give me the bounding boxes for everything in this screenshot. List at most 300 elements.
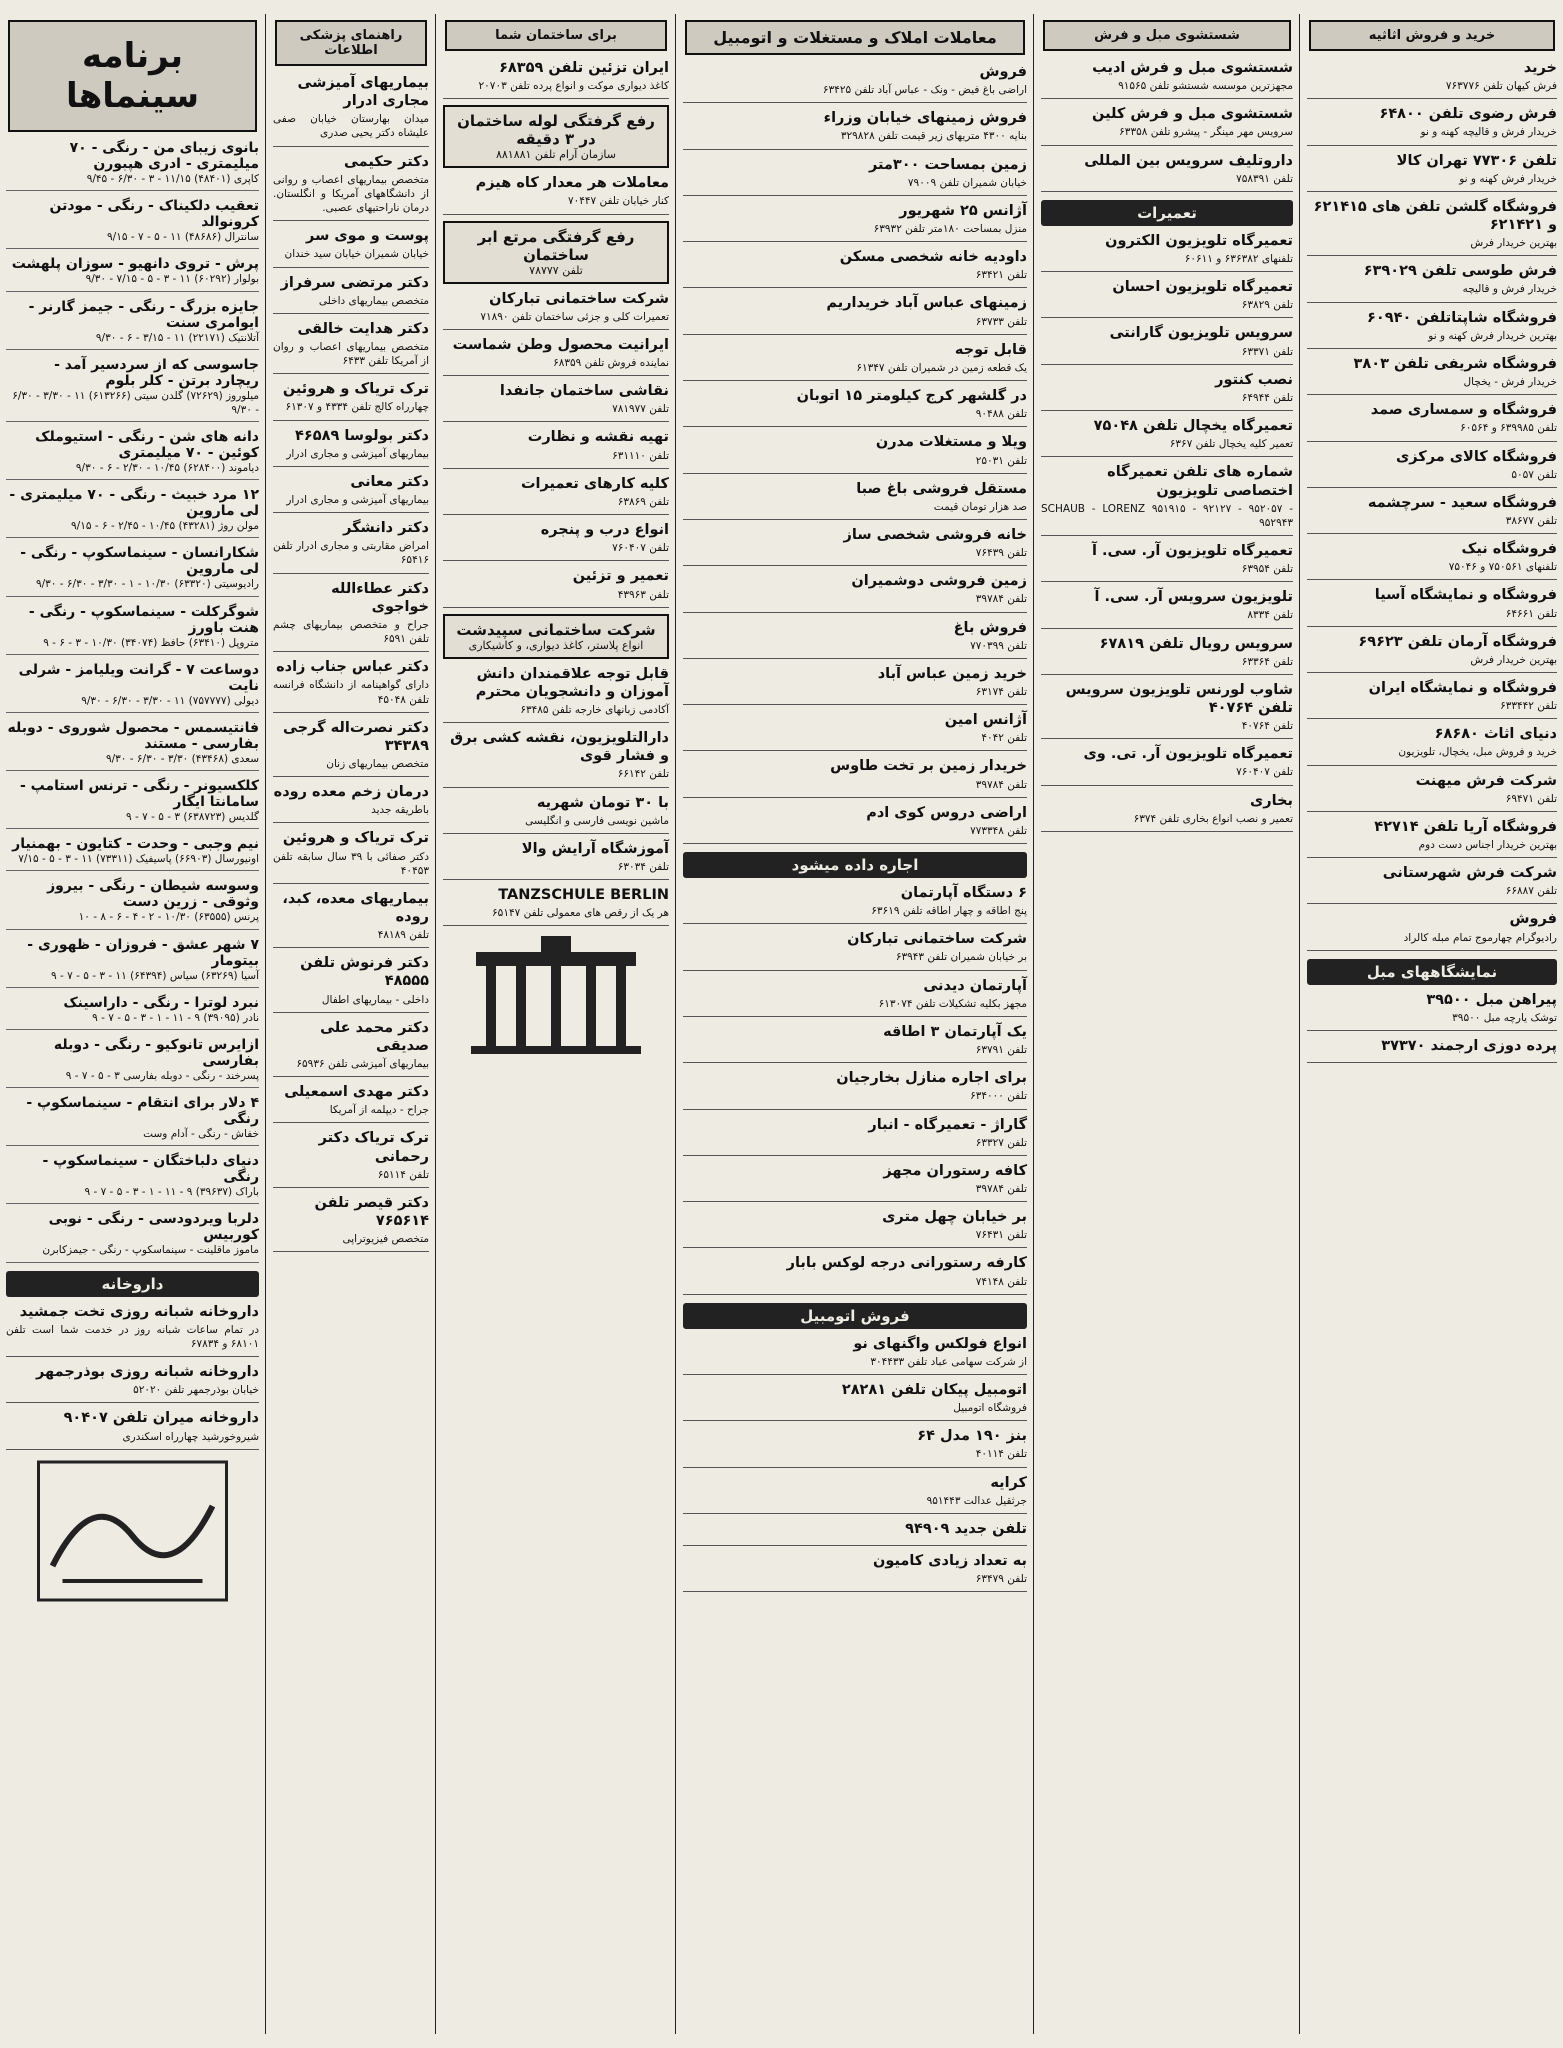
classified-ad [1041,324,1293,364]
ad-title: کافه رستوران مجهز [883,1162,1027,1179]
ad-text: بیماریهای آمیزشی و مجاری ادرار [286,494,429,507]
ad-title: تعمیرگاه تلویزیون احسان [1112,279,1293,296]
ad-title: دکتر قیصر تلفن ۷۶۵۶۱۴ [314,1194,429,1230]
ad-text: سعدی (۴۳۴۶۸) ۳/۳۰ - ۶/۳۰ - ۹/۳۰ [105,752,259,765]
ad-text: تلفن ۴۰۷۶۴ [1241,720,1293,733]
ad-text: خیابان شمیران تلفن ۷۹۰۰۹ [907,176,1027,189]
classified-ad [1041,792,1293,832]
ad-text: تلفن ۶۳۹۹۸۵ و ۶۰۵۶۴ [1460,422,1557,435]
ad-title: دکتر حکیمی [343,153,429,170]
classified-ad [1307,586,1557,626]
ad-text: متخصص بیماریهای اعصاب و روان از آمریکا تلفن ۶۴۳۳ [273,340,429,368]
ad-text: فروشگاه اتومبیل [953,1402,1027,1415]
ad-text: خرید و فروش مبل، یخچال، تلویزیون [1398,746,1557,759]
ad-title: بخاری [1250,792,1293,809]
ad-title: خرید زمین عباس آباد [877,665,1027,682]
ad-title: دکتر عطاءالله خواجوی [331,580,429,615]
cinema-listing [6,256,259,291]
ad-title: با ۳۰ تومان شهریه [536,794,669,811]
ad-title: پوست و موی سر [306,228,429,245]
classified-ad [273,658,429,712]
ad-text: گلدیس (۶۳۸۷۲۳) ۳ - ۵ - ۷ - ۹ [126,811,259,824]
ad-title: تلفن جدید ۹۴۹۰۹ [905,1520,1027,1537]
classified-ad [443,614,669,659]
classified-ad [1307,910,1557,950]
classified-ad [683,930,1027,970]
ad-text: تلفن ۶۴۶۶۱ [1505,607,1557,620]
ad-title: خانه فروشی شخصی ساز [843,526,1027,543]
classified-ad [1307,991,1557,1031]
classified-ad [683,480,1027,520]
classified-ad [1307,633,1557,673]
ad-text: آکادمی زبانهای خارجه تلفن ۶۳۴۸۵ [520,703,669,716]
classified-ad [443,886,669,926]
ad-text: متخصص بیماریهای اعصاب و روانی از دانشگاههای آمریکا و انگلستان. درمان ناراحتیهای عصبی. [273,173,429,215]
ad-text: تلفنهای ۷۵۰۵۶۱ و ۷۵۰۴۶ [1448,561,1557,574]
ad-title: دکتر دانشگر [343,520,429,537]
classified-ad [1307,494,1557,534]
ad-title: سرویس تلویزیون گارانتی [1109,325,1293,342]
classified-ad [683,1208,1027,1248]
ad-title: تهیه نقشه و نظارت [527,429,669,446]
ad-title: جاسوسی که از سردسیر آمد - ریچارد برتن - کلر بلوم [54,356,259,389]
classified-ad [273,380,429,420]
ad-text: باطریقه جدید [371,804,429,817]
ad-title: گاراژ - تعمیرگاه - انبار [868,1116,1027,1133]
ad-text: بهترین خریدار اجناس دست دوم [1418,839,1557,851]
ad-text: خفاش - رنگی - آدام وست [143,1128,259,1141]
ad-text: تلفن ۷۷۳۳۴۸ [970,824,1027,837]
ad-title: کرایه [990,1474,1027,1491]
ad-text: تلفن ۴۳۹۶۳ [617,588,669,601]
classified-ad [683,665,1027,705]
classified-ad [1041,681,1293,739]
ad-text: SCHAUB - LORENZ ۹۵۱۹۱۵ - ۹۲۱۲۷ - ۹۵۲۰۵۷ - ۹۵۲۹۴۳ [1041,502,1293,529]
classified-ad [1041,745,1293,785]
classified-ad [1041,588,1293,628]
ad-text: تلفن ۶۹۴۷۱ [1505,792,1557,805]
classified-ad [1307,818,1557,858]
ad-list [683,63,1027,844]
ad-text: بنایه ۴۳۰۰ متریهای زیر قیمت تلفن ۳۲۹۸۲۸ [840,130,1027,143]
ad-text: دیاموند (۶۲۸۴۰۰) ۱۰/۴۵ - ۲/۳۰ - ۶ - ۹/۳۰ [75,462,259,475]
ad-title: دکتر مهدی اسمعیلی [284,1084,429,1101]
ad-title: ایران تزئین تلفن ۶۸۳۵۹ [499,60,669,76]
classified-ad [443,521,669,561]
classified-ad [683,63,1027,103]
classified-ad [1041,105,1293,145]
cinema-banner: برنامه سینماها [8,20,257,132]
column-building [437,14,675,2034]
ad-title: داروخانه شبانه روزی بوذرجمهر [36,1364,259,1381]
classified-ad [1307,198,1557,256]
classified-ad [1041,371,1293,411]
column-divider [1299,14,1300,2034]
column-divider [1033,14,1034,2034]
section-header: تعمیرات [1041,200,1293,226]
section-banner: شستشوی مبل و فرش [1043,20,1291,51]
classified-ad [1041,152,1293,192]
classified-ad [1041,542,1293,582]
ad-title: قابل توجه علاقمندان دانش آموزان و دانشجویان محترم [475,665,669,700]
classified-ad [683,619,1027,659]
ad-list [273,74,429,1252]
ad-text: تلفن ۶۳۱۷۴ [975,685,1027,698]
ad-title: فروشگاه و نمایشگاه آسیا [1374,587,1557,604]
ad-title: کارفه رستورانی درجه لوکس بابار [786,1255,1027,1272]
ad-text: خریدار فرش و قالیچه [1462,283,1557,296]
classified-ad [443,475,669,515]
ad-title: ترک تریاک دکتر رحمانی [318,1130,429,1165]
ad-title: فروشگاه و نمایشگاه ایران [1368,679,1557,696]
classified-ad [443,794,669,834]
ad-title: بیماریهای آمیزشی مجاری ادرار [297,75,429,110]
ad-text: بر خیابان شمیران تلفن ۶۳۹۴۳ [895,951,1027,964]
ad-text: پنج اطاقه و چهار اطاقه تلفن ۶۳۶۱۹ [871,905,1027,918]
classified-ad [1307,1037,1557,1063]
ad-text: تلفن ۶۵۱۱۴ [377,1168,429,1181]
ad-text: تلفن ۷۶۴۳۱ [975,1229,1027,1242]
classified-ad [1041,278,1293,318]
ad-title: ترک تریاک و هروئین [282,381,429,398]
section-header: فروش اتومبیل [683,1303,1027,1329]
ad-text: بیماریهای آمیزشی و مجاری ادرار [286,447,429,460]
ad-text: اونیورسال (۶۶۹۰۳) پاسیفیک (۷۳۳۱۱) ۱۱ - ۳ - ۵ - ۷/۱۵ [18,853,259,866]
ad-title: شرکت ساختمانی تبارکان [847,931,1027,948]
ad-text: تلفن ۶۳۹۵۴ [1241,563,1293,576]
ad-text: میدان بهارستان خیابان صفی علیشاه دکتر یحیی صدری [273,113,429,140]
pharmacy-list [6,1303,259,1450]
classified-ad [683,1023,1027,1063]
classified-ad [1041,59,1293,99]
ad-title: برای اجاره منازل بخارجیان [836,1070,1027,1087]
ad-text: میلوروز (۷۲۶۲۹) گلدن سیتی (۶۱۳۲۶۶) ۱۱ - ۳/۳۰ - ۶/۳۰ - ۹/۳۰ [12,389,259,416]
classified-ad [683,387,1027,427]
ad-title: ایرانیت محصول وطن شماست [452,336,669,353]
ad-title: فروش [979,64,1027,80]
ad-list [1307,59,1557,951]
ad-text: دارای گواهینامه از دانشگاه فرانسه تلفن ۴۵۰۴۸ [273,679,429,706]
ad-title: آپارتمان دیدنی [923,977,1027,994]
ad-title: پرده دوزی ارجمند ۳۷۳۷۰ [1381,1038,1557,1055]
ad-title: پیراهن مبل ۳۹۵۰۰ [1426,991,1557,1008]
ad-text: تلفن ۶۳۴۰۰۰ [970,1090,1027,1103]
ad-title: یک آپارتمان ۳ اطاقه [883,1023,1027,1040]
ad-title: نقاشی ساختمان جانفدا [499,383,669,400]
ad-list [1041,59,1293,192]
ad-text: رادیوگرام چهارموج تمام مبله کالراد [1403,931,1557,944]
cinema-listing [6,429,259,480]
ad-text: از شرکت سهامی عباد تلفن ۳۰۴۴۳۳ [870,1355,1027,1368]
cinema-listing [6,198,259,249]
ad-text: تلفن ۳۹۷۸۴ [975,778,1027,791]
brandenburg-gate-illustration [443,932,669,1062]
ad-title: دکتر بولوسا ۴۶۵۸۹ [295,427,429,444]
classified-ad [443,567,669,607]
ad-title: تعقیب دلکیناک - رنگی - مودتن کرونوالد [49,198,259,231]
ad-title: خرید [1523,60,1557,76]
ad-title: تلفن ۷۷۳۰۶ تهران کالا [1396,152,1557,169]
column-buy-sell [1301,14,1563,2034]
ad-title: فروش زمینهای خیابان وزراء [823,110,1027,127]
classified-ad [443,428,669,468]
ad-text: بولوار (۶۰۲۹۲) ۱۱ - ۳ - ۵ - ۷/۱۵ - ۹/۳۰ [85,273,259,286]
ad-text: متخصص فیزیوتراپی [342,1233,429,1246]
cinema-listing [6,995,259,1030]
ad-text: تلفن ۳۹۷۸۴ [975,1182,1027,1195]
ad-title: شرکت ساختمانی تبارکان [489,290,669,307]
ad-title: تعمیرگاه تلویزیون آر. سی. آ [1092,542,1293,559]
classified-ad [1041,417,1293,457]
classified-ad [1041,635,1293,675]
classified-ad [273,1129,429,1187]
section-banner: راهنمای پزشکی اطلاعات [275,20,427,66]
classified-ad [683,1427,1027,1467]
classified-ad [443,105,669,168]
ad-text: تلفن ۶۳۳۴۴۲ [1500,700,1557,713]
ad-text: تلفن ۲۵۰۳۱ [975,454,1027,467]
ad-text: بیماریهای آمیزشی تلفن ۶۵۹۳۶ [296,1058,429,1070]
classified-ad [273,74,429,147]
ad-text: تعمیر کلیه یخچال تلفن ۶۳۶۷ [1169,438,1293,451]
classified-ad [273,519,429,573]
ad-title: شوگرکلت - سینماسکوپ - رنگی - هنت باورز [28,603,259,636]
classified-ad [683,526,1027,566]
ad-title: اتومبیل پیکان تلفن ۲۸۲۸۱ [841,1382,1027,1399]
ad-title: ویلا و مستغلات مدرن [875,434,1027,451]
classified-ad [273,890,429,948]
ad-list [683,884,1027,1295]
ad-title: رفع گرفتگی لوله ساختمان در ۳ دقیقه [457,112,655,149]
ad-text: تلفن ۶۳۴۲۱ [975,269,1027,282]
classified-ad [1307,679,1557,719]
cinema-listing [6,545,259,596]
ad-text: تلفن ۷۶۴۳۹ [975,547,1027,560]
ad-text: تلفن ۶۳۸۲۹ [1241,299,1293,312]
classified-ad [683,804,1027,844]
classified-ad [443,840,669,880]
cinema-listing [6,299,259,350]
ad-text: چهارراه کالج تلفن ۴۳۳۴ و ۶۱۳۰۷ [285,401,429,414]
classified-ad [273,1194,429,1252]
ad-title: مستقل فروشی باغ صبا [856,480,1027,497]
classified-ad [273,580,429,653]
classified-ad [443,665,669,723]
ad-title: زمین بمساحت ۳۰۰متر [868,156,1027,173]
cinema-listing [6,1153,259,1204]
ad-title: پرش - تروی دانهیو - سوزان پلهشت [11,256,259,273]
classified-ad [683,757,1027,797]
classified-ad [1041,463,1293,536]
column-cinema [0,14,265,2034]
section-banner: معاملات املاک و مستغلات و اتومبیل [685,20,1025,55]
classified-ad [683,1474,1027,1514]
ad-text: سرویس مهر مینگر - پیشرو تلفن ۶۳۳۵۸ [1119,126,1293,139]
ad-text: نماینده فروش تلفن ۶۸۳۵۹ [553,357,669,370]
ad-title: انواع فولکس واگنهای نو [853,1335,1027,1352]
ad-text: اراضی باغ فیض - ونک - عباس آباد تلفن ۶۳۴۲۵ [822,84,1027,97]
ad-title: آژانس امین [944,712,1027,729]
ad-text: کنار خیابان تلفن ۷۰۴۴۷ [567,195,669,208]
cinema-listing [6,662,259,713]
ad-title: دنیای دلباختگان - سینماسکوپ - رنگی [42,1153,259,1186]
ad-text: متخصص بیماریهای داخلی [318,294,429,307]
ad-title: بنز ۱۹۰ مدل ۶۴ [917,1428,1027,1445]
cinema-listing [6,778,259,829]
classified-ad [683,1162,1027,1202]
ad-text: هر یک از رقص های معمولی تلفن ۶۵۱۴۷ [492,907,669,920]
column-divider [435,14,436,2034]
classified-ad [1307,152,1557,192]
ad-text: کاپری (۴۸۴۰۱) ۱۱/۱۵ - ۳ - ۶/۳۰ - ۹/۴۵ [86,173,259,185]
ad-title: دکتر معانی [350,473,429,490]
ad-text: صد هزار تومان قیمت [933,500,1027,513]
classified-ad [443,290,669,330]
classified-ad [443,336,669,376]
classified-ad [1307,772,1557,812]
ad-title: فروش باغ [953,619,1027,636]
ad-text: تعمیرات کلی و جزئی ساختمان تلفن ۷۱۸۹۰ [480,310,669,323]
ad-text: سانترال (۴۸۶۸۶) ۱۱ - ۵ - ۷ - ۹/۱۵ [107,231,259,244]
ad-title: تعمیرگاه یخچال تلفن ۷۵۰۴۸ [1093,418,1293,435]
ad-text: منزل بمساحت ۱۸۰متر تلفن ۶۳۹۳۲ [873,223,1027,236]
ad-title: فرش طوسی تلفن ۶۳۹۰۲۹ [1363,263,1557,280]
column-repairs [1035,14,1299,2034]
ad-text: تلفن ۷۶۰۴۰۷ [612,542,669,555]
classified-ad [683,202,1027,242]
ad-text: تلفن ۶۳۳۶۴ [1241,655,1293,668]
ad-text: در تمام ساعات شبانه روز در خدمت شما است تلفن ۶۸۱۰۱ و ۶۷۸۳۴ [6,1323,259,1350]
ad-title: بیماریهای معده، کبد، روده [282,890,429,926]
classified-ad [443,729,669,787]
ad-text: تلفن ۶۳۰۳۴ [617,860,669,873]
ad-title: فروشگاه کالای مرکزی [1395,448,1557,465]
ad-title: خریدار زمین بر تخت طاوس [830,758,1027,775]
classified-ad [683,1116,1027,1156]
ad-title: دکتر هدایت خالقی [297,320,429,337]
ad-title: سرویس رویال تلفن ۶۷۸۱۹ [1099,635,1293,652]
classified-ad [683,156,1027,196]
ad-text: امراض مقاربتی و مجاری ادرار تلفن ۶۵۴۱۶ [273,540,429,567]
ad-text: بهترین خریدار فرش کهنه و نو [1428,329,1557,342]
classified-ad [6,1363,259,1403]
ad-text: تلفن ۶۶۱۴۲ [617,768,669,781]
ad-text: تلفن ۶۶۸۸۷ [1505,885,1557,898]
ad-text: تلفن ۴۸۱۸۹ [377,929,429,942]
cinema-listing [6,937,259,988]
section-banner: خرید و فروش اثاثیه [1309,20,1555,51]
classified-ad [273,274,429,314]
ad-title: ۷ شهر عشق - فروزان - ظهوری - بیتومار [27,936,259,969]
classified-ad [683,1069,1027,1109]
ad-text: باراک (۳۹۶۳۷) ۹ - ۱۱ - ۱ - ۳ - ۵ - ۷ - ۹ [84,1186,259,1199]
ad-title: شرکت فرش میهنت [1415,772,1557,789]
classified-ad [273,473,429,513]
ad-text: تلفن ۳۸۶۷۷ [1505,514,1557,527]
ad-text: توشک یارچه مبل ۳۹۵۰۰ [1452,1011,1557,1024]
ad-text: تلفن ۶۳۸۶۹ [617,495,669,508]
classified-ad [273,320,429,374]
cinema-listing [6,720,259,771]
ad-text: خیابان شمیران خیابان سید خندان [284,248,429,261]
ad-text: تلفن ۵۰۵۷ [1511,468,1557,481]
ad-text: تلفن ۴۰۴۲ [981,732,1027,745]
ad-title: کلکسیونر - رنگی - ترنس استامپ - سامانتا ایگار [19,778,259,811]
ad-text: تلفن ۷۷۰۳۹۹ [970,639,1027,652]
ad-title: رفع گرفتگی مرتع ابر ساختمان [477,227,635,264]
ad-title: دارالتلویزیون، نقشه کشی برق و فشار قوی [450,730,669,765]
ad-title: شرکت ساختمانی سپیدشت [456,620,656,639]
cinema-listing [6,140,259,191]
ad-title: فروشگاه سعید - سرچشمه [1367,494,1557,511]
section-banner: برای ساختمان شما [445,20,667,51]
ad-text: تلفن ۷۶۰۴۰۷ [1236,766,1293,779]
section-header: داروخانه [6,1271,259,1297]
ad-title: فرش رضوی تلفن ۶۴۸۰۰ [1379,106,1557,123]
ad-title: دوساعت ۷ - گرانت ویلیامز - شرلی نایت [18,661,259,694]
ad-text: متروپل (۶۳۴۱۰) حافظ (۳۴۰۷۴) ۱۰/۳۰ - ۳ - ۶ - ۹ [43,636,259,649]
ad-list [1307,991,1557,1063]
classified-ad [683,294,1027,334]
classified-ad [273,427,429,467]
classified-ad [273,1019,429,1077]
classified-ad [6,1409,259,1449]
cinema-list [6,140,259,1263]
ad-text: تلفن ۷۴۱۴۸ [975,1275,1027,1288]
ad-text: انواع پلاستر، کاغذ دیواری، و کاشیکاری [468,638,644,652]
classified-ad [1307,262,1557,302]
ad-text: کاغذ دیواری موکت و انواع پرده تلفن ۲۰۷۰۳ [478,80,669,93]
ad-title: فروش [1509,911,1557,928]
classified-ad [273,719,429,777]
classified-ad [1307,448,1557,488]
classified-ad [1307,540,1557,580]
ad-text: رادیوسیتی (۶۳۳۲۰) ۱۰/۳۰ - ۱ - ۳/۳۰ - ۶/۳۰ - ۹/۳۰ [35,578,259,591]
classified-ad [683,341,1027,381]
ad-title: جایزه بزرگ - رنگی - جیمز گارنر - ایوامری سنت [28,298,259,331]
ad-text: تلفن ۳۹۷۸۴ [975,593,1027,606]
ad-text: خیابان بوذرجمهر تلفن ۵۲۰۲۰ [133,1384,259,1397]
ad-title: دکتر نصرت‌اله گرجی ۳۴۳۸۹ [282,719,429,754]
cinema-listing [6,878,259,929]
ad-text: ماشین نویسی فارسی و انگلیسی [525,814,669,827]
classified-ad [1041,232,1293,272]
classified-ad [683,1254,1027,1294]
ad-title: معاملات هر معدار کاه هیزم [475,175,669,192]
ad-title: تعمیرگاه تلویزیون آر. تی. وی [1083,746,1293,763]
classified-ad [273,1083,429,1123]
ad-title: اراضی دروس کوی ادم [866,804,1027,821]
ad-title: فانتیسمس - محصول شوروی - دوبله بفارسی - مستند [7,719,259,752]
ad-title: شرکت فرش شهرستانی [1382,865,1557,882]
classified-ad [1307,105,1557,145]
ad-title: شاوب لورنس تلویزیون سرویس تلفن ۴۰۷۶۴ [1065,681,1293,716]
ad-title: آموزشگاه آرایش والا [521,840,669,857]
ad-text: تلفن ۷۸۷۷۷ [529,263,583,277]
classified-ad [683,248,1027,288]
ad-text: بهترین خریدار فرش [1470,237,1557,250]
ad-text: متخصص بیماریهای زنان [326,757,429,770]
ad-text: تلفن ۴۰۱۱۴ [975,1448,1027,1461]
ad-title: ۶ دستگاه آپارتمان [900,885,1027,902]
cinema-listing [6,604,259,655]
ad-title: ازایرس تانوکیو - رنگی - دوبله بفارسی [53,1036,259,1069]
ad-text: خریدار فرش کهنه و نو [1459,172,1557,185]
ad-title: قابل توجه [954,341,1027,358]
ad-text: پسرخند - رنگی - دوبله بفارسی ۳ - ۵ - ۷ - ۹ [65,1069,259,1082]
ad-text: سازمان آرام تلفن ۸۸۱۸۸۱ [495,148,617,162]
ad-title: فروشگاه شریفی تلفن ۳۸۰۳ [1353,355,1557,372]
